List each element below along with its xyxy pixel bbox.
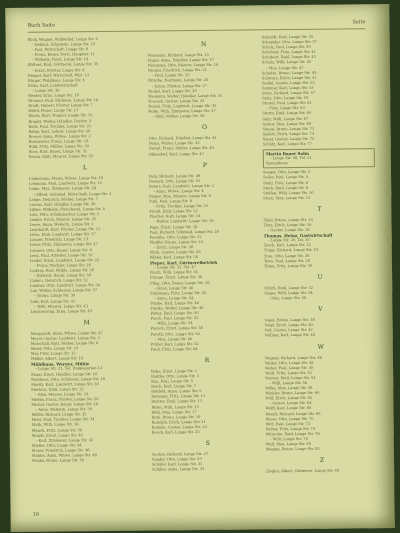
entry-line: – Bruno, Lange Str. 39 [34,293,76,299]
entry-line: Strauß, Paul, Lange Str. 61 [262,101,312,106]
entry-line: Müller, Albert, Lange Str. 14 [30,356,84,362]
section-letter-m: M [83,318,90,327]
entries-z [266,468,378,474]
entry-line: Seidel, Gustav, Lange Str. 53 [262,80,315,86]
entry-line: Mahler, Anna, Witwe, Lange Str. 48 [31,453,97,458]
entry-line: Maske, Bruno, Lange Str. 50 [31,458,85,463]
entry-line: – Alfred, Schmied, Wirtschaft, Lange Str. 3 [33,191,112,197]
entry-line: Löwe, Emil, Landwirt, Lange Str. 17 [29,232,96,238]
entry-line: Stein, Richard, Lange Str. 57 [262,90,316,96]
entry-line: Breuer, Anna, Witwe, Lange Str. 2 [28,133,91,139]
entry-line: Boek, Paul, Tischler, Lange Str. 21 [28,123,92,129]
entry-line: – Lange Str. 20, Tel. 33 [267,238,310,243]
entry-line: Püschel, Karl, Lange Str. 14 [149,214,201,219]
entry-line: Schütz, Karl, Lange Str. 77 [262,141,312,147]
entry-line: – Richard, Bauer, Lange Str. 30 [34,273,91,278]
entry-line: Seiler, Paul, Lange Str. 4 [263,175,309,180]
column-3 [262,34,379,475]
entry-line: Lindner, Otto, Landwirt, Lange Str. 34 [30,283,101,288]
entry-line: Rau, Paul, Lange Str. 5 [151,379,194,384]
entry-line: Mattheus, Otto, Schlosser, Lange Str. 18 [31,376,106,382]
entry-line: – Gustav, Lange Str. 18 [267,227,310,233]
entry-line: Sander, Otto, Lange Str. 29 [151,457,202,462]
entry-line: Moritz, Karl, Landwirt, Lange Str. 20 [31,381,99,387]
entry-line: Stolz, Otto, Lange Str. 59 [262,95,309,101]
entry-line: Mohr, Paul, Tischler, Lange Str. 34 [31,417,95,423]
entry-line: Sommer, Karl, Lange Str. 55 [262,85,314,91]
entry-line: Pietsch, Ernst, Lange Str. 56 [150,326,203,331]
entry-line: Noack, Fritz, Landwirt, Lange Str. 35 [148,103,217,109]
entry-line: – Lange Str. 21, Tel. Hoppegarten 12 [35,366,103,372]
entry-line: – Willi, Maurer, Lange Str. 43 [34,303,88,309]
entries-u [264,285,376,301]
entry-line: Lehmann, Paul, Landwirt, Lange Str. 15 [29,181,102,187]
entry-line: Pusch, Paul, Lange Str. 52 [150,316,199,321]
entries-o [149,136,261,158]
entries-m2 [31,366,144,464]
entry-line: Bünger, Karl, Wirtschaft, Wirt. 12 [27,72,90,78]
entry-line: Leichsenring, Erna, Lange Str. 45 [30,308,93,314]
entry-line: Meyer, Gustav, Landwirt, Lange Str. 2 [30,335,100,341]
entry-line: Roth, Bruno, Lange Str. 19 [151,414,201,420]
section-letter-n: N [200,40,207,48]
entry-line: Lüders, Heinrich, Lange Str. 32 [30,278,88,283]
entry-line: Niemann, Walter, Händler, Lange Str. 31 [148,93,223,99]
entry-line: Lindemann, Marie, Witwe, Lange Str. 10 [29,176,104,182]
entry-line: Muth, Willi, Lange Str. 36 [31,422,79,428]
section-letter-r: R [204,356,210,364]
entries-t2 [264,237,376,269]
entry-line: Spezialhaus [265,161,288,166]
entry-line: Wagner, Richard, Lange Str. 46 [264,355,322,360]
section-letter-l: L [82,164,87,172]
entry-line: Brenner, Paul, Bäckerei, Lange Str. 18 [28,98,99,103]
entry-line: – Franz, Tischler, Lange Str. 26 [33,262,91,268]
entry-line: Schulz, Willi, Lange Str. 45 [261,60,312,65]
section-letter-t: T [317,205,322,213]
entry-line: Walter, Otto, Lange Str. 48 [264,360,314,365]
entry-line: Marschall, Karl, Bäcker, Lange Str. 8 [30,341,99,346]
entry-line: Schulze, Bruno, Lange Str. 49 [261,70,317,75]
entry-line: – Max, Lange Str. 47 [265,65,304,70]
entry-line: Pfeiffer, Bruno, Lange Str. 24 [149,239,203,245]
entries-p2 [150,265,263,353]
entry-line: Bück, Wagner, Wildenhof, Lange Str. 6 [27,37,98,42]
entry-line: Lehr, Karl, Lange Str. 41 [30,298,76,304]
entry-line: – Helmut, Schmiede, Lange Str. 23 [31,42,96,47]
entry-line: Lehnert, Otto, Bauer, Lange Str. 6 [29,247,92,253]
ad-box [263,148,375,168]
entry-line: – Franz, Bauer, Forst, Hauptstr. 11 [31,52,95,58]
entry-line: – Walter, Landwirt, Lange Str. 16 [153,219,214,224]
entry-line: Pötter, Emil, Lange Str. 50 [150,311,199,316]
entry-line: Richter, Emil, Lange Str. 13 [151,399,202,404]
entry-line: Meier, Otto, Lange Str. 10 [30,346,79,351]
entry-line: – Wilhelm, Forst, Lange Str. 14 [31,57,89,63]
entry-line: Nowack, Gustav, Lange Str. 33 [148,98,205,104]
entry-line: Rabe, Ernst, Lange Str. 1 [151,368,198,374]
column-2 [148,35,265,473]
entry-line: Röhl, Max, Lange Str. 17 [151,409,197,415]
section-letter-u: U [317,273,323,281]
entry-line: – Ernst, Förster, Lange Str. 8 [31,67,85,73]
entry-line: Thiel, Bruno, Lange Str. 14 [263,217,313,223]
entry-line: Mann, Ernst, Händler, Lange Str. 16 [31,371,98,377]
entry-line: Bender, Erna, Lange Str. 16 [28,93,79,98]
entry-line: – Max, Lange Str. 60 [154,336,193,342]
entry-line: Tesch, Karl, Lange Str. 22 [263,243,311,248]
entry-line: Tews, Paul, Lange Str. 28 [263,258,311,263]
entry-line: Bödel, Bauer, Lange Str. 15 [28,108,79,114]
entry-line: Sauer, Gustav, Lange Str. 75 [262,136,315,142]
entry-line: Busch, Kurt, Wagner, Lange Str. 12 [28,113,93,119]
entry-line: Buhl, Fritz, Müller, Lange Str. 29 [28,144,89,149]
entry-line: Wolter, Fritz, Lange Str. 74 [265,426,316,432]
entry-line: Sturm, Emil, Lange Str. 65 [262,111,312,116]
entry-line: Seifert, Erich, Lange Str. 73 [262,131,314,137]
section-letter-z: Z [319,456,325,465]
entry-line: Porath, Otto, Lange Str. 58 [150,331,200,337]
entry-line: Winkler, Bruno, Lange Str. 60 [265,390,320,396]
entry-line: Langer, Friedrich, Lange Str. 13 [29,237,89,243]
entry-line: Sydow, Max, Lange Str. 69 [262,121,312,126]
entry-line: Leber, Fritz, Zimmerer, Lange Str. 27 [29,242,98,248]
entry-line: – Lange Str. 36 [32,88,60,93]
entry-line: Ritter, Willi, Lange Str. 15 [151,404,199,410]
entry-line: Mielke, Franz, Förster, Lange Str. 26 [31,397,99,402]
entry-line: Scholz, Paul, Lange Str. 39 [261,45,311,50]
entry-line: Schäfer, Karl, Lange Str. 31 [152,462,203,467]
entry-line: Weiß, Fritz, Lange Str. 52 [265,370,312,376]
entry-line: Paul, Richard, Schmied, Lange Str. 20 [149,229,219,235]
entry-line: Rudolph, Erich, Lange Str. 21 [151,419,206,425]
entry-line: Schröder, Fritz, Lange Str. 41 [261,50,316,55]
bold-entry-muehlhaus: Mühlhaus, Werner, Mühle [30,361,90,368]
entry-line: Braun, Emil, Maurer, Lange Str. 33 [28,154,93,159]
entry-line: Wolf, Erich, Lange Str. 62 [265,396,313,401]
entry-line: Mauer, Friedrich, Lange Str. 46 [31,448,90,453]
entry-line: – Anna, Witwe, Lange Str. 4 [153,188,204,194]
entry-line: Ohlendorf, Karl, Lange Str. 47 [148,151,204,157]
entry-line: Nickel, Karl, Lange Str. 29 [148,88,197,94]
entry-line: Münch, Fritz, Lange Str. 38 [31,427,83,433]
entry-line: Peters, Karl, Landwirt, Lange Str. 2 [149,183,214,189]
entry-line: Priebe, Karl, Lange Str. 46 [150,300,199,306]
entry-line: Werner, Emil, Lange Str. 54 [265,375,316,381]
entry-line: Stahl, Fritz, Lange Str. 6 [263,180,309,185]
ad-box-lines [266,155,372,166]
entry-line: Pasch, Willi, Lange Str. 34 [150,270,198,275]
entry-line: Nagel, Anna, Händler, Lange Str. 17 [147,57,214,63]
entry-line: Pöhler, Karl, Lange Str. 30 [149,255,199,260]
entry-line: Michel, Gustav, Bauer, Lange Str. 28 [31,402,99,407]
entry-line: Schubert, Emil, Lange Str. 43 [261,55,316,60]
entry-line: Steffen, Willi, Lange Str. 10 [263,190,314,196]
entry-line: Brandt, Walter, Händler, Dorfstr. 3 [28,118,92,124]
entry-line: Sachse, Richard, Lange Str. 27 [151,452,209,457]
entry-line: Suhr, Willi, Lange Str. 67 [262,116,309,121]
entry-line: – Emil, Müller, Lange Str. 39 [152,114,205,119]
entry-line: Mädler, Otto, Lange Str. 44 [31,443,82,448]
entries-w [265,355,378,453]
entry-line: Schwarz, Erich, Lange Str. 51 [261,75,317,81]
entry-line: Nolte, Willi, Zimmerer, Lange Str. 37 [148,108,216,114]
entry-line: Preuß, Emil, Lange Str. 12 [149,209,198,214]
entry-line: Pauli, Fritz, Lange Str. 64 [150,346,198,352]
entry-line: Pahl, Richard, Lange Str. 49 [149,173,201,179]
entry-line: Lorenz, Karl, Händler, Lange Str. 36 [29,201,96,207]
entry-line: Peschke, Otto, Lange Str. 22 [149,234,202,240]
entries-t [263,217,375,233]
entry-line: Linder, Ernst, Landwirt, Lange Str. 22 [29,257,100,263]
entry-line: Ulrich, Emil, Lange Str. 32 [264,285,314,291]
entry-line: Reimann, Fritz, Lange Str. 11 [151,394,206,399]
entry-line: Reich, Karl, Lange Str. 7 [151,384,197,389]
entry-line: Wilke, Max, Lange Str. 58 [265,385,313,391]
entry-line: – Paul, Wirtschaft, Lange Str. 9 [31,47,89,52]
entry-line: Wegner, Bruno, Lange Str. 82 [265,446,320,452]
entry-line: Voß, Gustav, Lange Str. 42 [264,328,313,333]
entry-line: Unger, Willi, Lange Str. 34 [264,290,313,296]
entry-line: Böhm, Karl, Lehrer, Lange Str. 40 [28,128,91,134]
entry-line: – Willi, Lange Str. 78 [269,436,308,442]
entry-line: Seeger, Otto, Lange Str. 2 [262,170,311,175]
entry-line: – Paul, Lange Str. 23 [151,73,190,78]
entry-line: Naumann, Richard, Lange Str. 15 [147,52,209,58]
entry-line: Erika, Karl, Landwirtschaft [28,83,78,88]
entry-line: – Willi, Lange Str. 54 [154,321,193,326]
entry-line: Ruhnke, Gustav, Lange Str. 23 [151,424,207,430]
entry-line: Stark, Emil, Lange Str. 8 [263,185,309,190]
entry-line: Pflug, Otto, Bauer, Lange Str. 38 [150,280,210,286]
entry-line: Wiese, Otto, Lange Str. 70 [265,416,314,421]
entries-m [31,330,143,362]
entry-line: Puhlmann, Fritz, Lange Str. 42 [150,290,207,296]
entry-line: Tietz, Erich, Lange Str. 16 [263,222,312,228]
entry-line: Prüfer, Karl, Lange Str. 62 [150,341,199,347]
entry-line: – Lange Str. 36, Tel. 21 [269,155,312,161]
entry-line: Mai, Fritz, Lange Str. 12 [30,351,76,356]
entry-line: Schiller, Anna, Lange Str. 33 [152,467,205,472]
entry-line: – Anna, Weberin, Lange Str. 30 [35,407,93,412]
entry-line: Vollmer, Karl, Lange Str. 44 [264,333,316,338]
entry-line: Voigt, Erich, Lange Str. 40 [264,323,313,328]
entry-line: Brodt, Hubert, Förster Lange Str. 7 [28,103,93,109]
entry-line: Mundt, Ernst, Lange Str. 40 [31,432,83,438]
entry-line: Prange, Ernst, Lange Str. 36 [150,275,203,280]
entry-line: Pohl, Paul, Lange Str. 8 [149,199,192,204]
entry-line: Lange, Heinrich, Bäcker, Lange Str. 7 [29,196,98,202]
entry-line: Trapp, Richard, Lange Str. 24 [263,248,319,253]
entry-line: Lutz, Otto, Schuhmacher, Lange Str. 5 [29,211,100,217]
entry-line: Ziegler, Albert, Gärtnerei, Lange Str. 84 [266,468,340,474]
entry-line: Vogel, Bruno, Lange Str. 38 [264,317,315,323]
entry-line: Linke, Max, Zimmerer, Lange Str. 24 [29,186,97,192]
entry-line: Plath, Gustav, Lange Str. 28 [149,249,201,255]
entries-p [149,173,262,261]
directory-page [5,4,394,532]
entry-line: – Erich, Lange Str. 26 [153,244,194,250]
entry-line: Lemke, Erich, Maurer, Lange Str. 25 [29,217,97,222]
entry-line: Lübke, Wilhelm, Fleischerei, Lange Str. 4 [29,206,105,212]
entries-s-top [262,34,375,147]
entry-line: Weber, Paul, Lange Str. 50 [265,365,314,371]
entry-line: – Max, Maurer, Lange Str. 24 [35,392,89,397]
entry-line: Leonhardt, Karl, Förster, Lange Str. 11 [29,227,101,232]
entry-line: Schneider, Otto, Lange Str. 37 [261,39,317,45]
entry-line: Nicolai, Friedrich, Lange Str. 21 [147,68,207,73]
entry-line: Oertel, Franz, Müller, Lange Str. 45 [148,146,214,151]
bold-entry-pieper: Pieper, Karl, Gärtnereibetrieb [149,260,218,266]
entries-b [28,37,141,160]
entry-line: Loose, Anna, Weberin, Lange Str. 1 [29,222,94,227]
entries-s [152,451,264,473]
entries-s2 [263,170,375,202]
section-letter-s: S [205,439,210,448]
header-right: Seite [352,19,366,26]
entry-line: Möller, Richard, Lange Str. 32 [31,412,87,418]
entries-r [151,368,264,435]
page-header [27,18,365,33]
entry-line: Rusch, Karl, Lange Str. 25 [151,430,200,435]
entry-line: – Ernst, Förster, Lange Str. 27 [152,83,207,89]
column-1 [28,37,144,464]
entry-line: Witt, Paul, Lange Str. 72 [265,421,311,427]
entry-line: Schmidt, Karl, Lange Str. 35 [261,34,314,40]
page-number: 10 [32,511,39,518]
entry-line: Wulf, Max, Lange Str. 80 [265,441,312,447]
section-letter-p: P [202,161,207,169]
entry-line: Simon, Bruno, Lange Str. 71 [262,126,315,132]
entry-line: Wünsche, Emil, Lange Str. 76 [265,431,320,437]
entry-line: – Karl, Zimmerer, Lange Str. 42 [35,437,94,443]
entry-line: Oelze, Walter, Lange Str. 43 [148,141,200,146]
entry-line: Rehfeld, Anna, Lange Str. 9 [151,389,202,394]
entry-line: Paetsch, Otto, Lange Str. 51 [149,178,201,184]
header-left: Buch Seite [27,22,55,29]
entry-line: Büttner, Karl, Gärtnerei, Lange Str. 35 [27,62,99,68]
entry-line: Otto, Richard, Händler, Lange Str. 41 [148,136,217,141]
entry-line: Wolff, Karl, Lange Str. 66 [265,406,312,411]
entry-line: – Fritz, Tischler, Lange Str. 10 [153,204,209,209]
entry-line: Wendt, Richard, Lange Str. 68 [265,411,321,416]
entry-line: Nitsche, Hermann, Lange Str. 25 [148,78,209,84]
entry-line: Mertens, Emil, Lange Str. 22 [31,387,84,392]
entries-l [29,176,142,315]
entry-line: – Anna, Lange Str. 44 [154,295,194,301]
entry-line: – Willi, Lange Str. 56 [269,380,308,386]
entry-line: Radtke, Otto, Lange Str. 3 [151,373,199,379]
entry-line: Treu, Otto, Lange Str. 26 [263,253,310,258]
entry-line: Pape, Ernst, Lange Str. 18 [149,224,198,230]
entry-line: – Max, Lange Str. 36 [268,295,306,301]
entries-n [148,52,261,119]
entry-line: Lenz, Paul, Arbeiter, Lange Str. 19 [29,252,93,258]
entry-line: – Fritz, Lange Str. 63 [266,106,305,111]
entry-line: Marquardt, Anna, Witwe, Lange Str. 47 [30,330,103,336]
bold-entry-thomas: Thomas, Heinz, Gastwirtschaft [263,232,333,239]
section-letter-v: V [318,305,323,313]
entry-line: Pieper, Max, Maurer, Lange Str. 6 [149,193,211,199]
section-letter-o: O [202,124,208,132]
entry-line: Lux, Walter, Schlosser, Lange Str. 37 [30,288,98,294]
entry-line: Burmeister, Franz, Lange Str. 18 [28,139,89,144]
entry-line: – Hans, Lange Str. 40 [154,285,194,291]
ad-box-title: Martin Bauer Sohn [265,150,309,157]
entry-line: Stern, Max, Lange Str. 12 [263,195,311,201]
entry-line: – Gustav, Lange Str. 64 [269,401,312,406]
entry-line: Bürger, Waldhaus, Lange Str. 4 [28,77,85,83]
entry-line: – Lange Str. 32, Tel. 47 [153,265,196,270]
entry-line: Boos, Karl, Bauer, Lange Str. 31 [28,149,88,154]
entry-line: Timm, Fritz, Lange Str. 30 [263,263,313,269]
entry-line: Putzke, Walter, Lange Str. 48 [150,305,204,311]
entry-line: Neumann, Otto, Maurer, Lange Str. 19 [147,62,219,68]
entries-v [265,317,377,339]
section-letter-w: W [317,343,324,351]
entry-line: Ludwig, Karl, Mühle, Lange Str. 28 [29,268,95,273]
